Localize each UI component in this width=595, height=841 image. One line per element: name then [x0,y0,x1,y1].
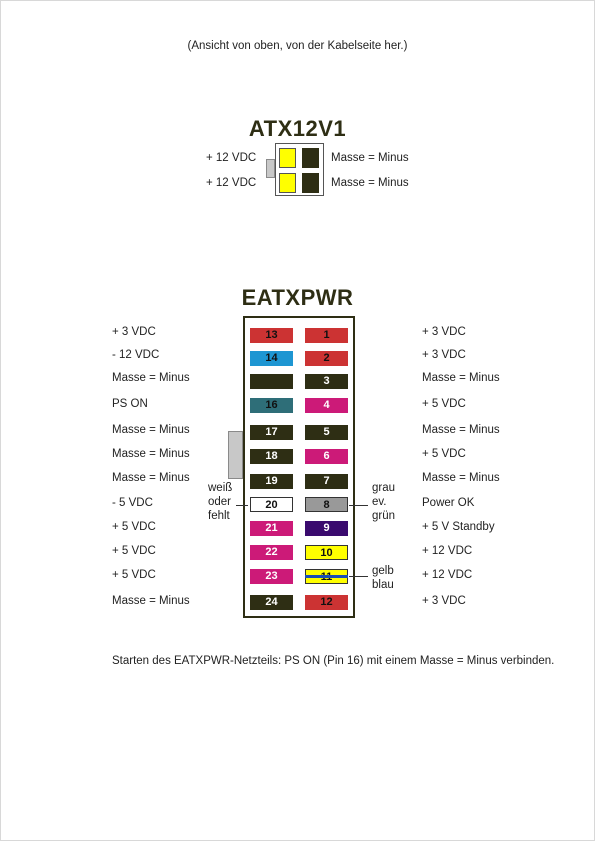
eatxpwr-left-label: + 5 VDC [112,545,156,557]
footer-note: Starten des EATXPWR-Netzteils: PS ON (Pin 16) mit einem Masse = Minus verbinden. [112,655,555,667]
eatxpwr-left-label: Masse = Minus [112,472,190,484]
atx12v1-title: ATX12V1 [248,116,347,141]
eatxpwr-pin-18: 18 [250,449,293,464]
eatxpwr-pin-21: 21 [250,521,293,536]
eatxpwr-pin-20: 20 [250,497,293,512]
pin20-note-line3: fehlt [208,510,230,522]
atx12v1-pin-black-2 [302,173,319,193]
eatxpwr-pin-6: 6 [305,449,348,464]
eatxpwr-pin-23: 23 [250,569,293,584]
pin8-note-line3: grün [372,510,396,522]
atx12v1-latch [266,159,275,178]
eatxpwr-pin-19: 19 [250,474,293,489]
eatxpwr-left-label: - 5 VDC [112,497,153,509]
pin20-leader [236,505,248,506]
eatxpwr-pin-16: 16 [250,398,293,413]
pin20-note-line2: oder [208,496,232,508]
eatxpwr-left-label: Masse = Minus [112,424,190,436]
pin11-note-line2: blau [372,579,394,591]
pin11-note-line1: gelb [372,565,394,577]
eatxpwr-right-label: Masse = Minus [422,472,500,484]
pin8-leader [349,505,368,506]
atx12v1-pin-yellow-2 [279,173,296,193]
pin11-blue-stripe [305,575,348,578]
eatxpwr-latch [228,431,243,479]
atx12v1-pin-black-1 [302,148,319,168]
eatxpwr-right-label: + 5 VDC [422,448,466,460]
eatxpwr-right-label: Masse = Minus [422,424,500,436]
pin20-note-line1: weiß [208,482,233,494]
atx12v1-pin-yellow-1 [279,148,296,168]
eatxpwr-pin-1: 1 [305,328,348,343]
eatxpwr-left-label: Masse = Minus [112,448,190,460]
header-note: (Ansicht von oben, von der Kabelseite her.) [187,40,408,52]
eatxpwr-pin-7: 7 [305,474,348,489]
pin11-leader [349,576,368,577]
eatxpwr-pin-24: 24 [250,595,293,610]
eatxpwr-pin-5: 5 [305,425,348,440]
eatxpwr-pin-17: 17 [250,425,293,440]
atx12v1-right-label-1: Masse = Minus [331,152,409,164]
eatxpwr-title: EATXPWR [241,285,354,310]
atx12v1-left-label-1: + 12 VDC [206,152,257,164]
eatxpwr-pin-22: 22 [250,545,293,560]
eatxpwr-left-label: PS ON [112,398,148,410]
eatxpwr-pin-10: 10 [305,545,348,560]
eatxpwr-right-label: Masse = Minus [422,372,500,384]
eatxpwr-right-label: + 12 VDC [422,545,473,557]
pin8-note-line2: ev. [372,496,387,508]
atx12v1-right-label-2: Masse = Minus [331,177,409,189]
eatxpwr-right-label: Power OK [422,497,475,509]
eatxpwr-right-label: + 3 VDC [422,326,466,338]
eatxpwr-pin-12: 12 [305,595,348,610]
eatxpwr-pin-4: 4 [305,398,348,413]
eatxpwr-pin-2: 2 [305,351,348,366]
eatxpwr-right-label: + 12 VDC [422,569,473,581]
eatxpwr-right-label: + 5 V Standby [422,521,495,533]
eatxpwr-pin-8: 8 [305,497,348,512]
eatxpwr-pin-9: 9 [305,521,348,536]
eatxpwr-right-label: + 3 VDC [422,349,466,361]
eatxpwr-pin-3: 3 [305,374,348,389]
eatxpwr-right-label: + 5 VDC [422,398,466,410]
eatxpwr-left-label: + 5 VDC [112,521,156,533]
eatxpwr-left-label: + 5 VDC [112,569,156,581]
atx12v1-left-label-2: + 12 VDC [206,177,257,189]
eatxpwr-pin-blank [250,374,293,389]
eatxpwr-left-label: Masse = Minus [112,595,190,607]
eatxpwr-right-label: + 3 VDC [422,595,466,607]
eatxpwr-left-label: + 3 VDC [112,326,156,338]
eatxpwr-left-label: Masse = Minus [112,372,190,384]
eatxpwr-pin-14: 14 [250,351,293,366]
pin8-note-line1: grau [372,482,396,494]
eatxpwr-left-label: - 12 VDC [112,349,160,361]
eatxpwr-pin-13: 13 [250,328,293,343]
